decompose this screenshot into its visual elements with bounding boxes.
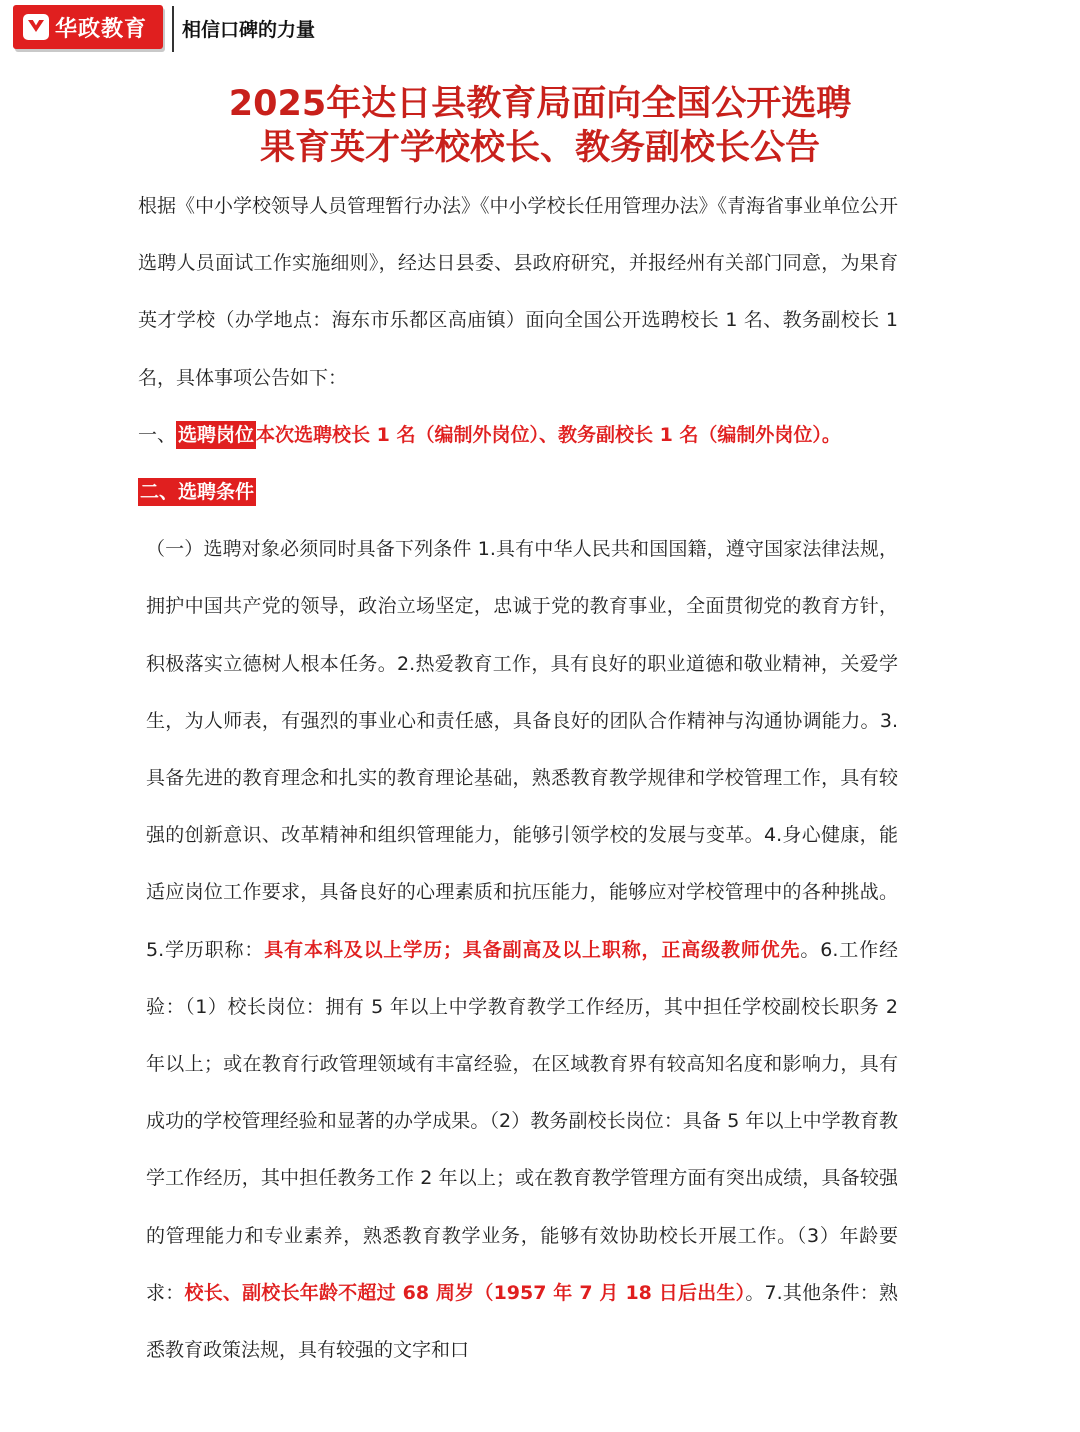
section-1-label: 选聘岗位 <box>176 421 256 449</box>
page-title <box>0 82 1080 170</box>
title-line-2: 果育英才学校校长、教务副校长公告 <box>259 128 820 168</box>
title-line-1: 2025年达日县教育局面向全国公开选聘 <box>228 84 852 124</box>
article-body <box>138 178 898 1379</box>
age-requirement: 校长、副校长年龄不超过 68 周岁（1957 年 7 月 18 日后出生） <box>184 1281 746 1304</box>
section-1-text: 本次选聘校长 1 名（编制外岗位）、教务副校长 1 名（编制外岗位）。 <box>256 423 841 446</box>
logo-text: 华政教育 <box>55 16 148 42</box>
conditions-paragraph <box>138 521 898 1379</box>
section-2-label: 二、选聘条件 <box>138 478 256 506</box>
conditions-part-3: 。7.其他条件：熟悉教育政策法规，具有较强的文字和口 <box>146 1281 898 1362</box>
intro-paragraph: 根据《中小学校领导人员管理暂行办法》《中小学校长任用管理办法》《青海省事业单位公开选聘人员面试工作实施细则》，经达日县委、县政府研究，并报经州有关部门同意，为果育英才学校（办学地点：海东市乐都区高庙镇）面向全国公开选聘校长 1 名、教务副校长 1 名，具体事项公告如下： <box>138 195 899 389</box>
header-bar <box>0 0 1080 62</box>
conditions-part-2: 。6.工作经验：（1）校长岗位：拥有 5 年以上中学教育教学工作经历，其中担任学校副校长职务 2 年以上；或在教育行政管理领域有丰富经验，在区域教育界有较高知名度和影响力，具有成功的学校管理经验和显著的办学成果。（2）教务副校长岗位：具备 5 年以上中学教育教学工作经历，其中担任教务工作 2 年以上；或在教育教学管理方面有突出成绩，具备较强的管理能力和专业素养，熟悉教育教学业务，能够有效协助校长开展工作。（3）年龄要求： <box>146 938 898 1304</box>
conditions-part-1: （一）选聘对象必须同时具备下列条件 1.具有中华人民共和国国籍，遵守国家法律法规，拥护中国共产党的领导，政治立场坚定，忠诚于党的教育事业，全面贯彻党的教育方针，积极落实立德树人根本任务。2.热爱教育工作，具有良好的职业道德和敬业精神，关爱学生，为人师表，有强烈的事业心和责任感，具备良好的团队合作精神与沟通协调能力。3.具备先进的教育理念和扎实的教育理论基础，熟悉教育教学规律和学校管理工作，具有较强的创新意识、改革精神和组织管理能力，能够引领学校的发展与变革。4.身心健康，能适应岗位工作要求，具备良好的心理素质和抗压能力，能够应对学校管理中的各种挑战。5.学历职称： <box>146 538 898 961</box>
logo-heart-icon <box>23 14 49 40</box>
header-divider <box>172 6 174 52</box>
degree-requirement: 具有本科及以上学历；具备副高及以上职称，正高级教师优先 <box>264 938 801 961</box>
section-1-prefix: 一、 <box>138 423 177 446</box>
brand-logo <box>13 5 163 49</box>
section-2 <box>138 464 898 521</box>
slogan: 相信口碑的力量 <box>182 19 316 41</box>
section-1 <box>138 407 898 464</box>
